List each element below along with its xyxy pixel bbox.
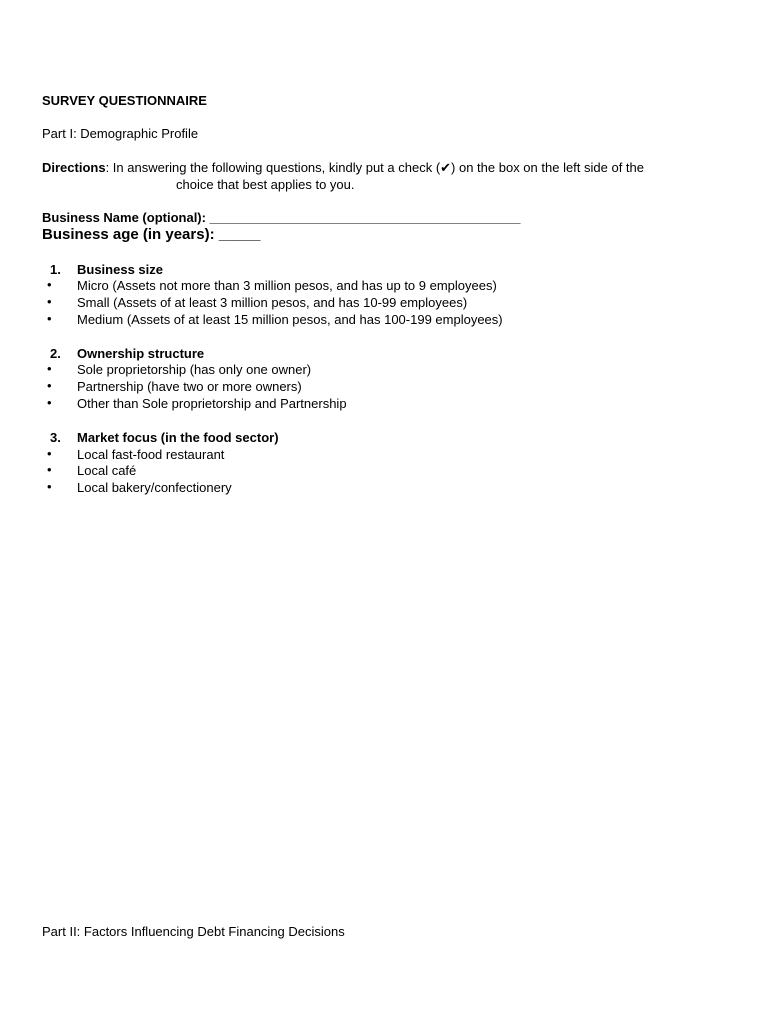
option-label: Sole proprietorship (has only one owner) <box>77 362 312 377</box>
directions-label: Directions <box>42 160 106 175</box>
directions-line-2: choice that best applies to you. <box>176 177 355 192</box>
question-title: Business size <box>77 262 163 277</box>
question-number: 2. <box>50 346 61 361</box>
bullet-icon: • <box>47 378 52 393</box>
question-heading <box>42 430 279 445</box>
question-heading <box>42 262 163 277</box>
business-age-label: Business age (in years): <box>42 226 215 243</box>
part-2-heading: Part II: Factors Influencing Debt Financing Decisions <box>42 924 345 939</box>
part-1-heading: Part I: Demographic Profile <box>42 126 199 141</box>
business-name-label: Business Name (optional): <box>42 210 206 225</box>
business-age-blank[interactable]: _____ <box>218 226 261 243</box>
business-age-field[interactable] <box>42 226 260 243</box>
question-title: Market focus (in the food sector) <box>77 430 279 445</box>
business-name-field[interactable] <box>42 210 520 225</box>
directions-line-1 <box>42 160 644 176</box>
page-title: SURVEY QUESTIONNAIRE <box>42 93 207 108</box>
bullet-icon: • <box>47 277 52 292</box>
bullet-icon: • <box>47 311 52 326</box>
directions-text: : In answering the following questions, kindly put a check (✔) on the box on the left side of the <box>105 160 645 175</box>
question-title: Ownership structure <box>77 346 205 361</box>
option-label: Local fast-food restaurant <box>77 447 225 462</box>
bullet-icon: • <box>47 395 52 410</box>
option-label: Medium (Assets of at least 15 million pesos, and has 100-199 employees) <box>77 312 503 327</box>
option-label: Other than Sole proprietorship and Partnership <box>77 396 347 411</box>
business-name-blank[interactable]: ___________________________________________ <box>209 210 521 225</box>
bullet-icon: • <box>47 294 52 309</box>
bullet-icon: • <box>47 446 52 461</box>
option-label: Micro (Assets not more than 3 million pesos, and has up to 9 employees) <box>77 278 497 293</box>
question-number: 3. <box>50 430 61 445</box>
bullet-icon: • <box>47 361 52 376</box>
bullet-icon: • <box>47 462 52 477</box>
question-heading <box>42 346 204 361</box>
question-number: 1. <box>50 262 61 277</box>
option-label: Small (Assets of at least 3 million pesos, and has 10-99 employees) <box>77 295 468 310</box>
option-label: Local café <box>77 463 137 478</box>
option-label: Partnership (have two or more owners) <box>77 379 302 394</box>
bullet-icon: • <box>47 479 52 494</box>
option-label: Local bakery/confectionery <box>77 480 232 495</box>
